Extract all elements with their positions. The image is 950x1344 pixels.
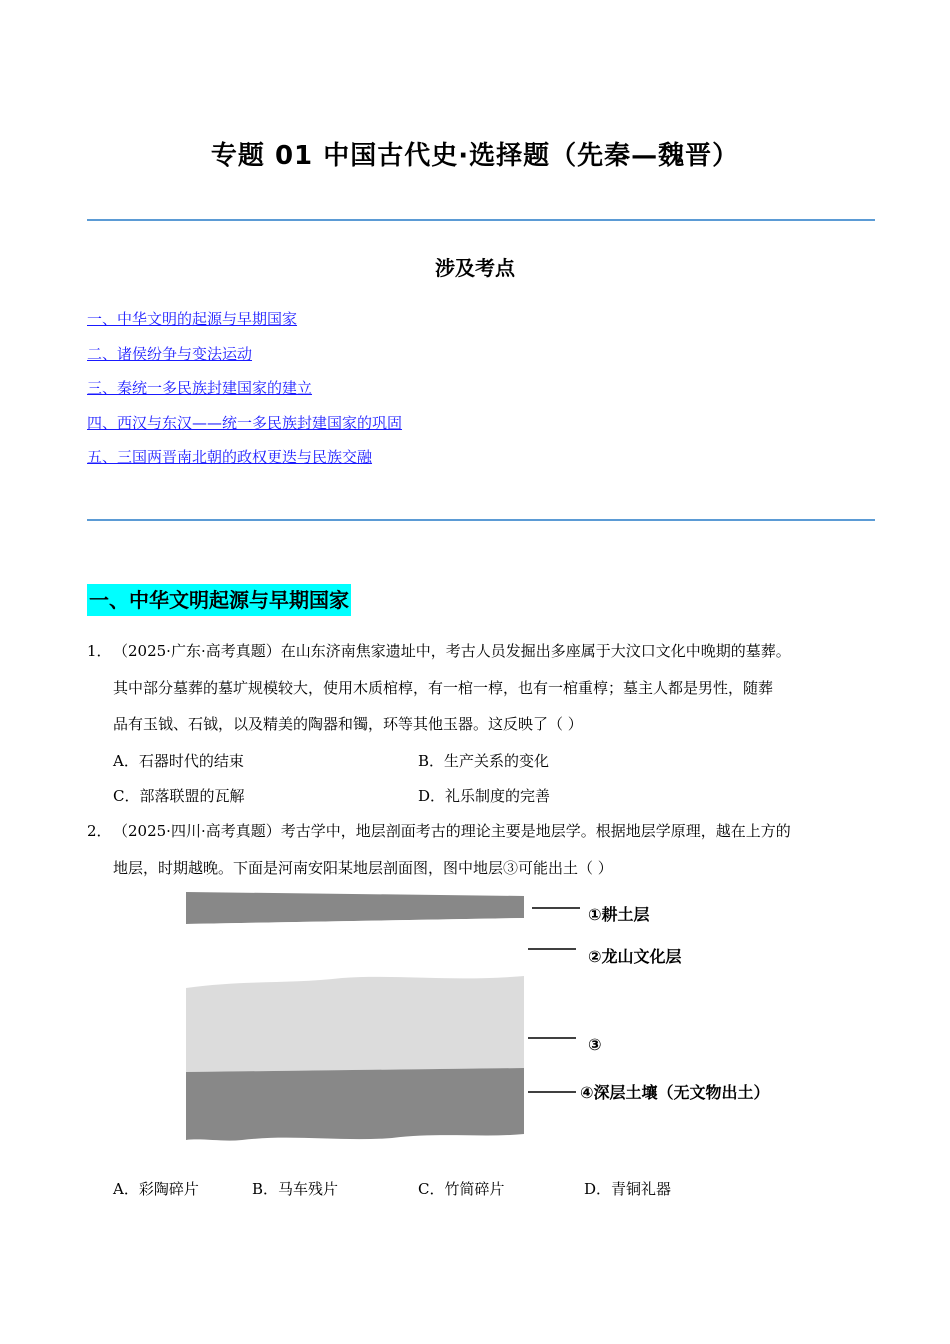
toc-link-4[interactable]: 四、西汉与东汉——统一多民族封建国家的巩固: [87, 414, 403, 432]
stratum-4-deep-soil: [186, 1068, 524, 1141]
question-2-option-a: A．彩陶碎片: [113, 1180, 199, 1198]
question-2-line-1: （2025·四川·高考真题）考古学中，地层剖面考古的理论主要是地层学。根据地层学原理，越在上方的: [113, 822, 791, 840]
document-title: 专题 01 中国古代史·选择题（先秦—魏晋）: [210, 141, 740, 171]
toc-link-2[interactable]: 二、诸侯纷争与变法运动: [87, 345, 253, 363]
question-1-line-3: 品有玉钺、石钺，以及精美的陶器和镯，环等其他玉器。这反映了（ ）: [113, 715, 583, 733]
question-2-option-c: C．竹简碎片: [418, 1180, 505, 1198]
stratum-label-2: ②龙山文化层: [588, 947, 682, 966]
toc-heading: 涉及考点: [435, 256, 515, 280]
question-1-option-b: B．生产关系的变化: [418, 752, 550, 770]
stratum-label-4: ④深层土壤（无文物出土）: [580, 1083, 770, 1102]
question-1-line-2: 其中部分墓葬的墓圹规模较大，使用木质棺椁，有一棺一椁，也有一棺重椁；墓主人都是男性，随葬: [113, 679, 774, 697]
question-1-line-1: （2025·广东·高考真题）在山东济南焦家遗址中，考古人员发掘出多座属于大汶口文化中晚期的墓葬。: [113, 642, 791, 660]
stratum-3-layer: [186, 976, 524, 1072]
question-1-number: 1．: [87, 642, 112, 660]
question-2-option-b: B．马车残片: [252, 1180, 339, 1198]
question-2-option-d: D．青铜礼器: [584, 1180, 672, 1198]
stratum-label-1: ①耕土层: [588, 905, 650, 924]
toc-link-5[interactable]: 五、三国两晋南北朝的政权更迭与民族交融: [87, 448, 373, 466]
toc-link-1[interactable]: 一、中华文明的起源与早期国家: [87, 310, 298, 328]
question-2-number: 2．: [87, 822, 112, 840]
bottom-divider: [87, 519, 875, 521]
section-heading: 一、中华文明起源与早期国家: [87, 584, 351, 616]
stratigraphy-figure: [182, 888, 770, 1148]
top-divider: [87, 219, 875, 221]
question-1-option-d: D．礼乐制度的完善: [418, 787, 551, 805]
stratum-label-3: ③: [588, 1035, 602, 1054]
question-2-line-2: 地层，时期越晚。下面是河南安阳某地层剖面图，图中地层③可能出土（ ）: [113, 859, 613, 877]
toc-link-3[interactable]: 三、秦统一多民族封建国家的建立: [87, 379, 313, 397]
question-1-option-a: A．石器时代的结束: [113, 752, 244, 770]
question-1-option-c: C．部落联盟的瓦解: [113, 787, 245, 805]
